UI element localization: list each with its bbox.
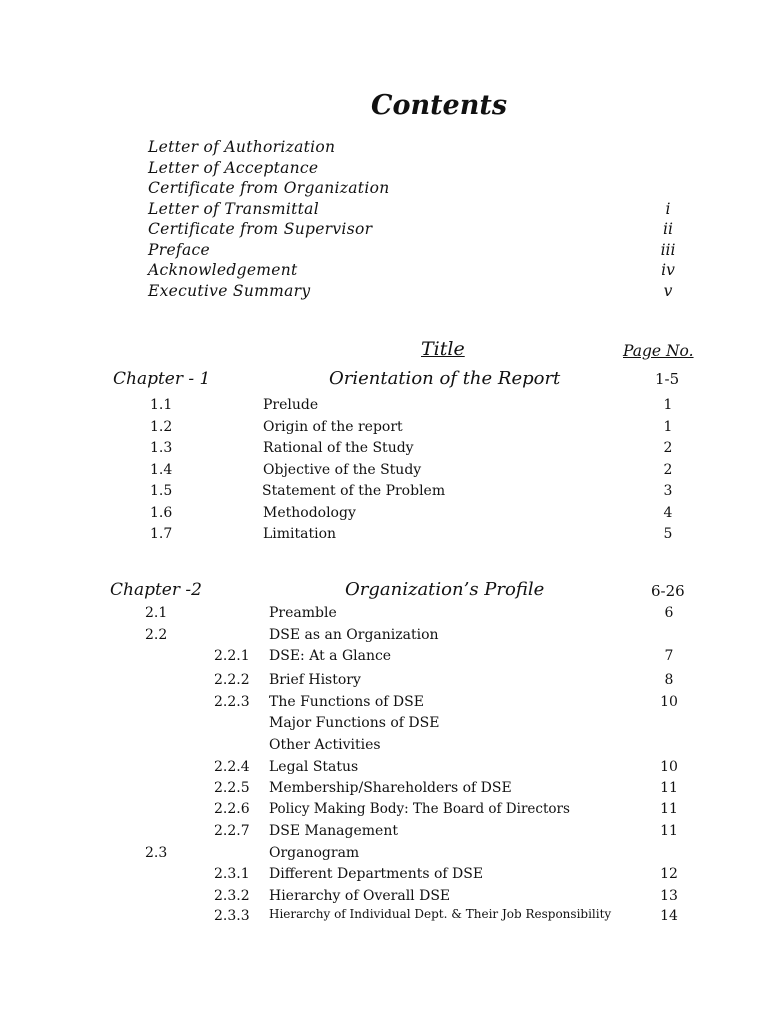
subsection-number: 2.2.7 (214, 823, 250, 839)
section-page: 14 (660, 908, 678, 924)
front-matter-page: ii (663, 220, 673, 238)
section-title: Brief History (269, 672, 361, 688)
front-matter-page: iv (661, 261, 675, 279)
subsection-number: 2.3.1 (214, 866, 250, 882)
chapter-label: Chapter -2 (110, 580, 202, 600)
front-matter-item: Letter of Authorization (148, 138, 336, 156)
section-page: 10 (660, 759, 678, 775)
section-number: 1.7 (150, 526, 173, 542)
section-page: 2 (663, 440, 673, 456)
chapter-page-range: 1-5 (655, 370, 680, 388)
section-title: Legal Status (269, 759, 359, 775)
chapter-label: Chapter - 1 (113, 369, 211, 389)
front-matter-item: Letter of Transmittal (148, 200, 319, 218)
section-page: 3 (663, 483, 673, 499)
section-page: 13 (660, 888, 678, 904)
section-title: Different Departments of DSE (269, 866, 484, 882)
front-matter-item: Certificate from Organization (148, 179, 390, 197)
chapter-page-range: 6-26 (651, 582, 685, 600)
section-page: 1 (663, 397, 673, 413)
section-title: Prelude (263, 397, 319, 413)
section-page: 11 (660, 801, 678, 817)
section-page: 6 (664, 605, 674, 621)
section-title: Objective of the Study (263, 462, 422, 478)
section-page: 12 (660, 866, 678, 882)
section-page: 1 (663, 419, 673, 435)
section-title: The Functions of DSE (269, 694, 424, 710)
section-title: Limitation (263, 526, 337, 542)
subsection-number: 2.3.3 (214, 908, 250, 924)
section-number: 1.4 (150, 462, 173, 478)
section-title: Other Activities (269, 737, 381, 753)
page-title: Contents (370, 90, 508, 121)
chapter-title: Organization’s Profile (345, 579, 545, 600)
section-title: Hierarchy of Overall DSE (269, 888, 451, 904)
front-matter-page: v (663, 282, 673, 300)
front-matter-item: Executive Summary (148, 282, 311, 300)
section-title: DSE as an Organization (269, 627, 439, 643)
front-matter-item: Acknowledgement (148, 261, 298, 279)
section-page: 5 (663, 526, 673, 542)
front-matter-page: iii (660, 241, 676, 259)
section-title: Methodology (263, 505, 356, 521)
front-matter-page: i (665, 200, 671, 218)
page-column-header: Page No. (623, 342, 694, 360)
section-page: 10 (660, 694, 678, 710)
front-matter-item: Preface (148, 241, 210, 259)
section-title: DSE Management (269, 823, 398, 839)
front-matter-item: Letter of Acceptance (148, 159, 319, 177)
section-title: Policy Making Body: The Board of Directors (269, 801, 570, 817)
subsection-number: 2.2.6 (214, 801, 250, 817)
section-title: Statement of the Problem (262, 483, 446, 499)
section-number: 2.2 (145, 627, 168, 643)
section-page: 2 (663, 462, 673, 478)
section-page: 8 (664, 672, 674, 688)
subsection-number: 2.2.3 (214, 694, 250, 710)
section-title: Preamble (269, 605, 337, 621)
section-title: Hierarchy of Individual Dept. & Their Job Responsibility (269, 907, 612, 921)
subsection-number: 2.3.2 (214, 888, 250, 904)
section-number: 1.6 (150, 505, 173, 521)
section-page: 11 (660, 780, 678, 796)
subsection-number: 2.2.1 (214, 648, 250, 664)
section-number: 1.2 (150, 419, 173, 435)
subsection-number: 2.2.4 (214, 759, 250, 775)
title-column-header: Title (421, 338, 465, 360)
section-number: 1.5 (150, 483, 173, 499)
section-title: Origin of the report (263, 419, 403, 435)
section-title: Organogram (269, 845, 360, 861)
front-matter-item: Certificate from Supervisor (148, 220, 373, 238)
section-page: 7 (664, 648, 674, 664)
section-title: Major Functions of DSE (269, 715, 440, 731)
section-number: 1.3 (150, 440, 173, 456)
section-page: 4 (663, 505, 673, 521)
subsection-number: 2.2.2 (214, 672, 250, 688)
section-title: Rational of the Study (263, 440, 414, 456)
section-number: 2.3 (145, 845, 168, 861)
section-number: 1.1 (150, 397, 173, 413)
section-number: 2.1 (145, 605, 168, 621)
section-title: DSE: At a Glance (269, 648, 392, 664)
chapter-title: Orientation of the Report (329, 368, 561, 389)
section-page: 11 (660, 823, 678, 839)
subsection-number: 2.2.5 (214, 780, 250, 796)
section-title: Membership/Shareholders of DSE (269, 780, 512, 796)
